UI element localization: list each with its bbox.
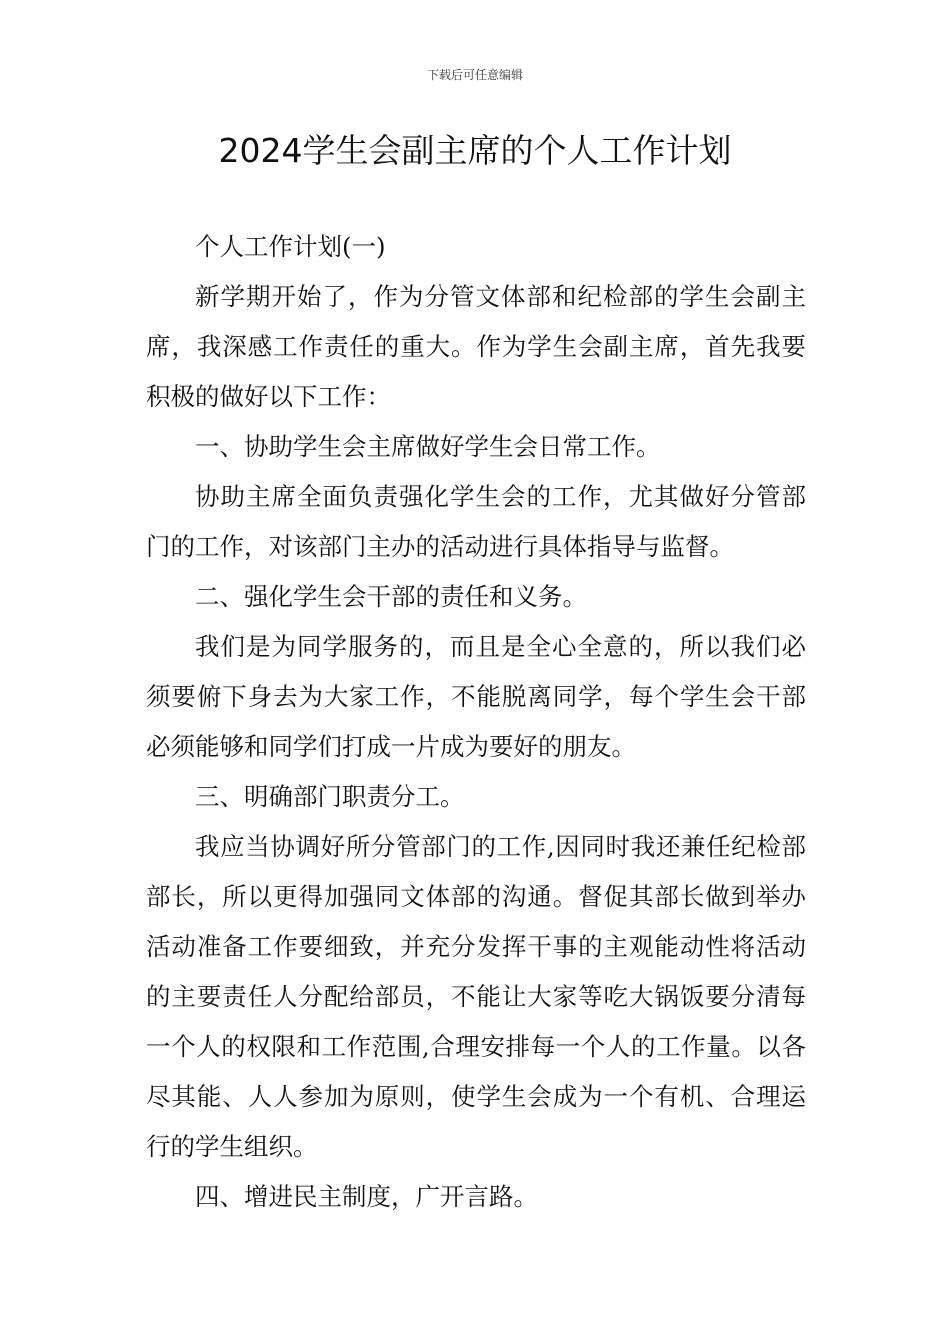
paragraph-section-2-body: 我们是为同学服务的，而且是全心全意的，所以我们必须要俯下身去为大家工作，不能脱离同学，每个学生会干部必须能够和同学们打成一片成为要好的朋友。 xyxy=(146,632,806,761)
paragraph-intro: 新学期开始了，作为分管文体部和纪检部的学生会副主席，我深感工作责任的重大。作为学生会副主席，首先我要积极的做好以下工作： xyxy=(146,282,806,411)
paragraph-section-3-heading: 三、明确部门职责分工。 xyxy=(195,782,465,811)
paragraph-section-3-body: 我应当协调好所分管部门的工作,因同时我还兼任纪检部部长，所以更得加强同文体部的沟通。督促其部长做到举办活动准备工作要细致，并充分发挥干事的主观能动性将活动的主要责任人分配给部员，不能让大家等吃大锅饭要分清每一个人的权限和工作范围,合理安排每一个人的工作量。以各尽其能、人人参加为原则，使学生会成为一个有机、合理运行的学生组织。 xyxy=(146,832,806,1161)
header-note: 下载后可任意编辑 xyxy=(426,68,523,82)
paragraph-section-2-heading: 二、强化学生会干部的责任和义务。 xyxy=(195,582,587,611)
paragraph-section-4-heading: 四、增进民主制度，广开言路。 xyxy=(195,1182,538,1211)
document-title: 2024学生会副主席的个人工作计划 xyxy=(218,131,732,170)
document-body xyxy=(146,222,806,1222)
paragraph-plan-heading: 个人工作计划(一) xyxy=(195,232,386,261)
paragraph-section-1-body: 协助主席全面负责强化学生会的工作，尤其做好分管部门的工作，对该部门主办的活动进行具体指导与监督。 xyxy=(146,482,806,561)
paragraph-section-1-heading: 一、协助学生会主席做好学生会日常工作。 xyxy=(195,432,661,461)
